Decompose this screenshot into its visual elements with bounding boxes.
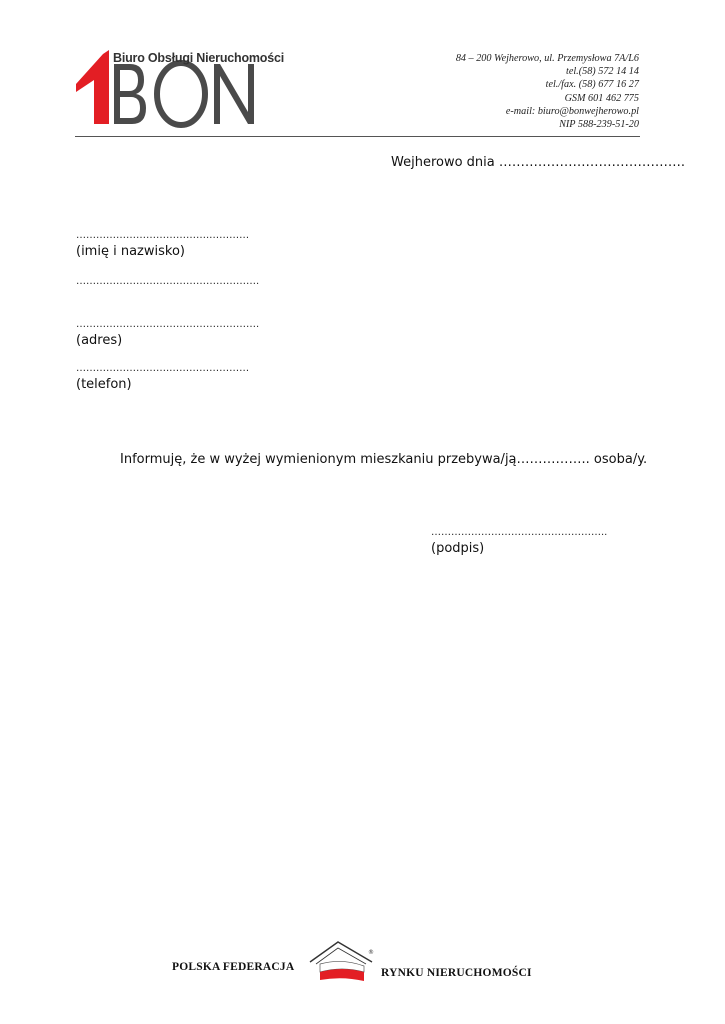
contact-email: e-mail: biuro@bonwejherowo.pl (505, 105, 639, 117)
registered-mark: ® (368, 949, 374, 956)
contact-address: 84 – 200 Wejherowo, ul. Przemysłowa 7A/L6 (455, 53, 639, 64)
name-dots: ………………………………….………… (76, 230, 250, 241)
date-field: Wejherowo dnia ……………………………………. (391, 155, 686, 170)
footer-left-text: POLSKA FEDERACJA (172, 961, 295, 973)
pfrn-house-flag-icon (308, 940, 378, 984)
signature-dots: …………………………………………….. (431, 527, 608, 538)
contact-gsm: GSM 601 462 775 (564, 92, 639, 104)
statement-text: Informuję, że w wyżej wymienionym mieszkaniu przebywa/ją…………….. osoba/y. (120, 452, 648, 467)
address-dots-line-1: ………………………………………………. (76, 276, 260, 287)
contact-fax: tel./fax. (58) 677 16 27 (545, 79, 639, 91)
phone-label: (telefon) (76, 377, 132, 392)
logo-tagline: Biuro Obsługi Nieruchomości (113, 51, 285, 65)
contact-phone: tel.(58) 572 14 14 (566, 66, 639, 78)
signature-label: (podpis) (431, 541, 485, 556)
footer-right-text: RYNKU NIERUCHOMOŚCI (381, 967, 532, 979)
phone-dots: ……………………….…………………… (76, 363, 250, 374)
header-divider (75, 136, 640, 137)
address-label: (adres) (76, 333, 123, 348)
name-label: (imię i nazwisko) (76, 244, 185, 259)
contact-nip: NIP 588-239-51-20 (559, 119, 639, 131)
address-dots-line-2: ………………………………………………. (76, 319, 260, 330)
contact-block (456, 52, 639, 131)
